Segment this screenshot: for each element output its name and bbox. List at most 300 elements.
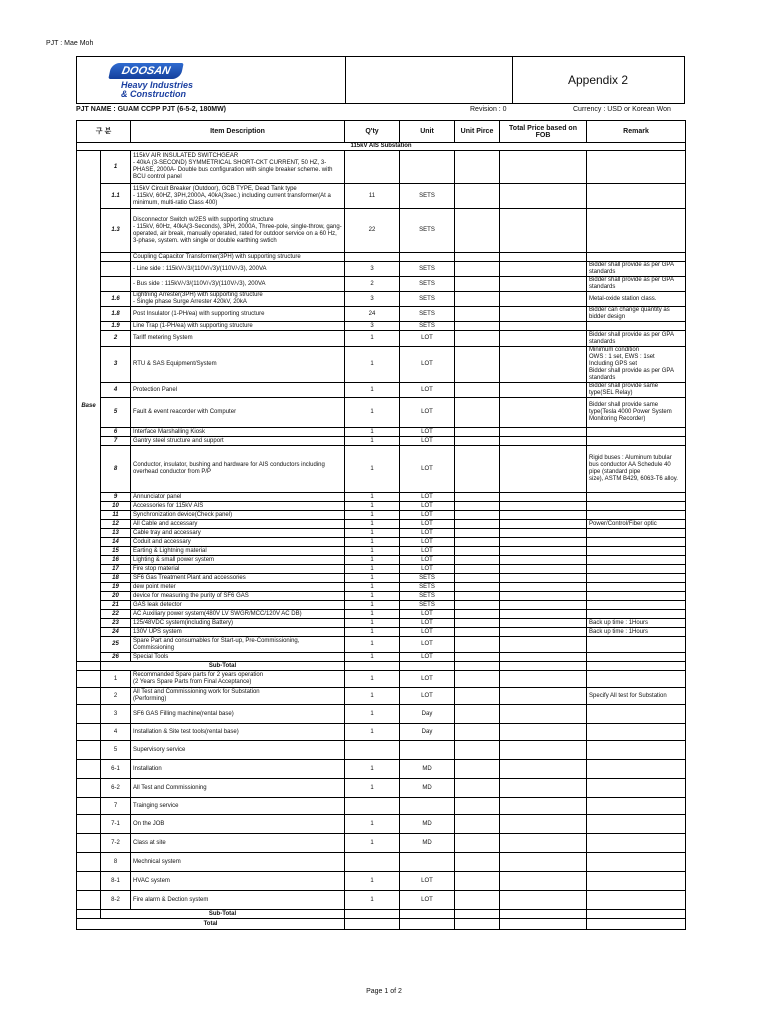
table-row [77,511,686,520]
header-blank-cell [345,57,513,103]
item-remark: Minimum condition OWS : 1 set, EWS : 1set Including GPS set Bidder shall provide as per GPA standards [587,347,686,383]
row-spacer [77,724,101,741]
item-qty: 1 [345,493,400,502]
item-unit-price [455,209,500,253]
table-row [77,619,686,628]
item-unit: LOT [400,872,455,891]
item-total-price [500,253,587,262]
item-remark [587,653,686,662]
subtotal-label: Sub-Total [101,910,345,919]
item-description: Mechnical system [131,853,345,872]
row-spacer [77,798,101,815]
item-number: 2 [101,331,131,347]
subtotal-blank [77,910,101,919]
item-remark [587,437,686,446]
item-total-price [500,779,587,798]
item-total-price [500,437,587,446]
item-qty: 1 [345,520,400,529]
item-unit-price [455,520,500,529]
item-description: SF6 GAS Filling machine(rental base) [131,705,345,724]
item-remark [587,151,686,184]
item-number: 17 [101,565,131,574]
item-total-price [500,262,587,277]
table-row [77,428,686,437]
item-remark [587,184,686,209]
item-unit: SETS [400,292,455,307]
item-total-price [500,798,587,815]
table-row [77,628,686,637]
total-label: Total [77,919,345,930]
row-spacer [77,741,101,760]
item-total-price [500,277,587,292]
item-remark [587,872,686,891]
item-unit: LOT [400,398,455,428]
subtotal-cell [587,662,686,671]
item-remark: Specify All test for Substation [587,688,686,705]
item-number: 9 [101,493,131,502]
table-row [77,493,686,502]
item-total-price [500,760,587,779]
item-number [101,262,131,277]
item-total-price [500,292,587,307]
table-row [77,815,686,834]
row-spacer [77,779,101,798]
item-description: All Test and Commissioning [131,779,345,798]
item-description: 115kV AIR INSULATED SWITCHGEAR - 40kA (3-SECOND) SYMMETRICAL SHORT-CKT CURRENT, 50 HZ, 3-PHASE, 2000A- Double bus configuration with single breaker scheme. with BCU control panel [131,151,345,184]
item-qty [345,798,400,815]
col-header-unit-price: Unit Pirce [455,121,500,143]
table-row [77,601,686,610]
item-number: 7-2 [101,834,131,853]
row-spacer [77,760,101,779]
item-unit-price [455,653,500,662]
subtotal-cell [587,910,686,919]
item-unit-price [455,671,500,688]
item-unit: MD [400,815,455,834]
table-row [77,529,686,538]
item-unit-price [455,565,500,574]
item-unit: LOT [400,628,455,637]
item-unit [400,253,455,262]
table-row [77,592,686,601]
item-unit: LOT [400,347,455,383]
item-unit: LOT [400,446,455,493]
item-number: 6 [101,428,131,437]
item-remark [587,428,686,437]
item-qty: 1 [345,529,400,538]
row-spacer [77,853,101,872]
item-description: All Test and Commissioning work for Substation (Performing) [131,688,345,705]
item-qty: 1 [345,502,400,511]
item-number: 4 [101,383,131,398]
item-description: Installation [131,760,345,779]
item-description: Post Insulator (1-PH/ea) with supporting structure [131,307,345,322]
item-unit-price [455,446,500,493]
item-unit-price [455,428,500,437]
item-number: 21 [101,601,131,610]
item-unit-price [455,493,500,502]
item-unit: SETS [400,583,455,592]
item-number: 7 [101,798,131,815]
item-total-price [500,322,587,331]
item-qty: 3 [345,292,400,307]
item-number: 12 [101,520,131,529]
item-unit-price [455,437,500,446]
item-total-price [500,398,587,428]
item-unit: SETS [400,184,455,209]
item-unit [400,853,455,872]
item-remark [587,891,686,910]
item-total-price [500,446,587,493]
item-qty: 3 [345,322,400,331]
item-description: - Line side : 115kV/√3/(110V/√3)/(110V/√3), 200VA [131,262,345,277]
item-number: 24 [101,628,131,637]
item-qty: 1 [345,547,400,556]
table-row [77,347,686,383]
item-description: On the JOB [131,815,345,834]
total-cell [587,919,686,930]
item-unit-price [455,583,500,592]
item-description: HVAC system [131,872,345,891]
item-number: 13 [101,529,131,538]
item-number: 11 [101,511,131,520]
item-number: 1.6 [101,292,131,307]
item-number [101,253,131,262]
section-row [77,143,686,151]
currency-label: Currency : USD or Korean Won [573,106,671,113]
item-remark [587,760,686,779]
item-unit-price [455,322,500,331]
item-unit: LOT [400,671,455,688]
table-row [77,520,686,529]
item-total-price [500,815,587,834]
item-remark: Back up time : 1Hours [587,628,686,637]
table-row [77,760,686,779]
item-unit: LOT [400,428,455,437]
item-unit-price [455,307,500,322]
item-remark [587,592,686,601]
table-row [77,209,686,253]
table-row [77,653,686,662]
item-number: 8 [101,853,131,872]
item-total-price [500,891,587,910]
item-unit: LOT [400,511,455,520]
item-unit: Day [400,705,455,724]
table-row [77,705,686,724]
item-qty: 1 [345,705,400,724]
table-row [77,292,686,307]
item-remark [587,779,686,798]
item-remark [587,547,686,556]
item-unit-price [455,891,500,910]
item-remark: Bidder shall provide same type(SEL Relay) [587,383,686,398]
item-qty [345,151,400,184]
item-description: Fault & event reacorder with Computer [131,398,345,428]
subtotal-cell [455,910,500,919]
row-spacer [77,688,101,705]
item-unit: LOT [400,565,455,574]
item-description: Earting & Lightning material [131,547,345,556]
item-unit-price [455,347,500,383]
project-info-row [76,104,685,118]
item-unit-price [455,705,500,724]
item-unit-price [455,184,500,209]
item-description: Supervisory service [131,741,345,760]
item-unit-price [455,574,500,583]
item-description: Conductor, insulator, bushing and hardware for AIS conductors including overhead conductor from P/P [131,446,345,493]
item-total-price [500,610,587,619]
item-unit-price [455,383,500,398]
subtotal-blank [77,662,101,671]
item-qty: 2 [345,277,400,292]
item-description: Fire alarm & Dection system [131,891,345,910]
item-remark: Bidder shall provide as per GPA standards [587,331,686,347]
item-qty [345,253,400,262]
item-number: 10 [101,502,131,511]
item-unit: LOT [400,653,455,662]
item-total-price [500,592,587,601]
item-description: 115kV Circuit Breaker (Outdoor), GCB TYPE, Dead Tank type - 115kV, 60HZ, 3PH,2000A, 40kA(3sec.) including current transformer(At a minimum, multi-ratio Class 400) [131,184,345,209]
table-row [77,574,686,583]
item-qty [345,853,400,872]
item-remark [587,253,686,262]
item-total-price [500,184,587,209]
table-row [77,779,686,798]
item-unit-price [455,628,500,637]
item-unit: Day [400,724,455,741]
appendix-title: Appendix 2 [567,73,629,87]
item-description: Fire stop material [131,565,345,574]
item-number: 8 [101,446,131,493]
item-number: 18 [101,574,131,583]
item-unit: LOT [400,637,455,653]
item-qty: 1 [345,891,400,910]
item-unit: LOT [400,619,455,628]
table-row [77,688,686,705]
item-number: 7 [101,437,131,446]
table-row [77,610,686,619]
item-qty: 1 [345,628,400,637]
item-total-price [500,209,587,253]
col-header-unit: Unit [400,121,455,143]
item-qty: 1 [345,574,400,583]
item-unit-price [455,262,500,277]
item-qty: 1 [345,437,400,446]
item-remark: Power/Control/Fiber optic [587,520,686,529]
item-description: Cable tray and accessary [131,529,345,538]
item-unit-price [455,398,500,428]
item-qty: 1 [345,331,400,347]
table-row [77,437,686,446]
item-number: 1.9 [101,322,131,331]
table-row [77,184,686,209]
item-unit-price [455,741,500,760]
subtotal-cell [500,662,587,671]
item-total-price [500,671,587,688]
subtotal-row [77,662,686,671]
item-unit: LOT [400,437,455,446]
item-unit: LOT [400,529,455,538]
item-description: Recommanded Spare parts for 2 years operation (2 Years Spare Parts from Final Acceptance) [131,671,345,688]
item-qty: 1 [345,565,400,574]
item-unit: SETS [400,601,455,610]
item-number: 1 [101,671,131,688]
item-unit: LOT [400,383,455,398]
item-unit-price [455,538,500,547]
item-number: 6-1 [101,760,131,779]
item-description: Gantry steel structure and support [131,437,345,446]
item-number: 8-1 [101,872,131,891]
item-unit-price [455,253,500,262]
item-qty: 1 [345,760,400,779]
item-unit: SETS [400,307,455,322]
item-unit: MD [400,834,455,853]
item-total-price [500,653,587,662]
item-qty: 1 [345,383,400,398]
subtotal-cell [400,662,455,671]
item-remark [587,574,686,583]
item-description: Disconnector Switch w/2ES with supporting structure - 115kV, 60Hz, 40kA(3-Seconds), 3PH, 2000A, Three-pole, single-throw, gang-operated, air break, manually operated, rated for outdoor service on a 60 Hz, 3-phase, system. with single or double earthing swtich [131,209,345,253]
item-remark [587,209,686,253]
table-row [77,331,686,347]
item-unit: LOT [400,331,455,347]
item-description: Class at site [131,834,345,853]
item-number: 1.1 [101,184,131,209]
item-remark: Metal-oxide station class. [587,292,686,307]
item-unit-price [455,619,500,628]
item-total-price [500,688,587,705]
item-qty [345,741,400,760]
item-unit-price [455,592,500,601]
table-row [77,446,686,493]
col-header-category: 구 분 [77,121,131,143]
item-description: Coupling Capacitor Transformer(3PH) with supporting structure [131,253,345,262]
item-unit-price [455,511,500,520]
item-remark [587,583,686,592]
table-row [77,583,686,592]
row-spacer [77,705,101,724]
item-total-price [500,637,587,653]
table-row [77,741,686,760]
subtotal-cell [500,910,587,919]
logo-line-1: Heavy Industries [121,80,194,90]
item-remark [587,511,686,520]
item-description: Spare Part and consumables for Start-up, Pre-Commissioning, Commissioning [131,637,345,653]
item-number: 23 [101,619,131,628]
item-remark: Bidder can change quantity as bidder design [587,307,686,322]
item-description: Line Trap (1-PH/ea) with supporting structure [131,322,345,331]
item-unit: LOT [400,891,455,910]
item-unit-price [455,556,500,565]
table-row [77,262,686,277]
item-unit-price [455,637,500,653]
base-group-label: Base [77,151,101,662]
company-logo [77,57,346,103]
item-number: 6-2 [101,779,131,798]
item-remark [587,671,686,688]
item-unit-price [455,760,500,779]
item-qty: 1 [345,583,400,592]
item-unit-price [455,529,500,538]
item-remark: Bidder shall provide same type(Tesla 4000 Power System Monitoring Recorder) [587,398,686,428]
item-total-price [500,601,587,610]
item-qty: 1 [345,398,400,428]
item-qty: 22 [345,209,400,253]
item-unit-price [455,610,500,619]
item-qty: 1 [345,872,400,891]
item-total-price [500,547,587,556]
project-code-note: PJT : Mae Moh [46,40,94,47]
item-total-price [500,511,587,520]
item-qty: 1 [345,556,400,565]
item-total-price [500,619,587,628]
item-unit-price [455,834,500,853]
table-row [77,277,686,292]
item-number: 22 [101,610,131,619]
item-description: Synchronization device(Check panel) [131,511,345,520]
item-unit: LOT [400,610,455,619]
item-unit-price [455,779,500,798]
item-unit: LOT [400,547,455,556]
item-qty: 1 [345,592,400,601]
item-remark [587,538,686,547]
item-unit [400,798,455,815]
item-qty: 1 [345,637,400,653]
item-unit: MD [400,760,455,779]
table-row [77,853,686,872]
item-total-price [500,538,587,547]
table-row [77,724,686,741]
item-number: 2 [101,688,131,705]
table-row [77,798,686,815]
item-remark [587,529,686,538]
item-unit: SETS [400,322,455,331]
table-row [77,322,686,331]
item-unit-price [455,292,500,307]
item-remark [587,637,686,653]
item-description: Tariff metering System [131,331,345,347]
item-total-price [500,556,587,565]
item-description: 125/48VDC system(including Battery) [131,619,345,628]
item-description: Lightning Arrester(3PH) with supporting structure - Single phase Surge Arrester 420kV, 20kA [131,292,345,307]
item-remark [587,815,686,834]
row-spacer [77,815,101,834]
table-row [77,834,686,853]
col-header-description: Item Description [131,121,345,143]
item-unit-price [455,688,500,705]
logo-wordmark: DOOSAN [108,63,183,79]
item-unit-price [455,872,500,891]
item-total-price [500,331,587,347]
item-remark [587,705,686,724]
item-total-price [500,574,587,583]
item-total-price [500,428,587,437]
item-unit-price [455,724,500,741]
item-description: AC Auxiliary power system(480V LV SWGR/MCC/120V AC DB) [131,610,345,619]
item-unit-price [455,502,500,511]
item-description: Coduit and accessary [131,538,345,547]
row-spacer [77,872,101,891]
table-row [77,872,686,891]
item-unit-price [455,277,500,292]
table-header-row [77,121,686,143]
item-number: 16 [101,556,131,565]
item-description: RTU & SAS Equipment/System [131,347,345,383]
item-number: 20 [101,592,131,601]
item-remark [587,493,686,502]
item-unit [400,151,455,184]
table-row [77,891,686,910]
